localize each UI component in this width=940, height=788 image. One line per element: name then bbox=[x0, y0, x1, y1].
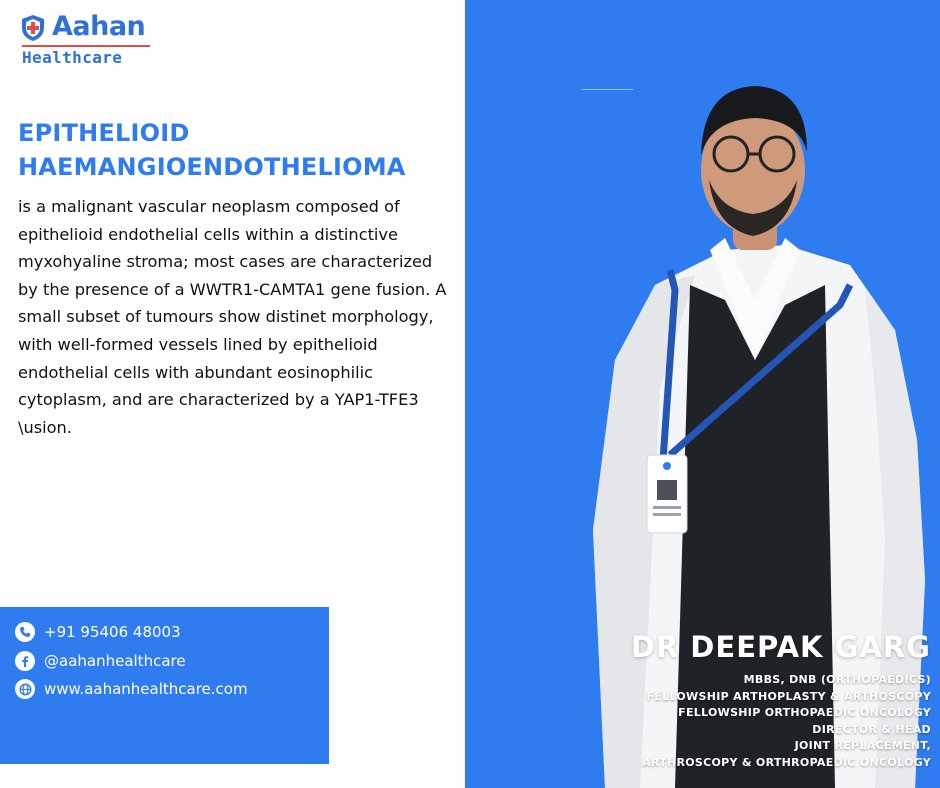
brand-name-secondary: Healthcare bbox=[22, 48, 123, 67]
title-line-2: HAEMANGIOENDOTHELIOMA bbox=[18, 153, 406, 181]
credential-line: ARTHROSCOPY & ORTHROPAEDIC ONCOLOGY bbox=[642, 755, 931, 769]
brand-logo bbox=[20, 12, 160, 66]
contact-box bbox=[0, 607, 329, 764]
doctor-credentials bbox=[642, 672, 931, 771]
credential-line: DIRECTOR & HEAD bbox=[812, 722, 931, 736]
credential-line: JOINT REPLACEMENT, bbox=[794, 739, 931, 752]
phone-icon bbox=[15, 622, 35, 642]
globe-icon bbox=[15, 679, 35, 699]
doctor-name: DR DEEPAK GARG bbox=[630, 630, 931, 664]
doctor-panel bbox=[465, 0, 940, 788]
shield-cross-icon bbox=[20, 14, 46, 42]
website-url: www.aahanhealthcare.com bbox=[44, 680, 248, 698]
brand-name-primary: Aahan bbox=[52, 11, 146, 42]
contact-website[interactable] bbox=[15, 678, 248, 700]
title-line-1: EPITHELIOID bbox=[18, 119, 190, 147]
article-description: is a malignant vascular neoplasm composed of epithelioid endothelial cells within a distinctive myxohyaline stroma; most cases are characterized by the presence of a WWTR1-CAMTA1 gene fusion. A small subset of tumours show distinet morphology, with well-formed vessels lined by epithelioid endothelial cells with abundant eosinophilic cytoplasm, and are characterized by a YAP1-TFE3 \usion. bbox=[18, 197, 447, 437]
article-title bbox=[18, 116, 458, 184]
facebook-handle: @aahanhealthcare bbox=[44, 652, 186, 670]
contact-facebook[interactable] bbox=[15, 650, 186, 672]
credential-line: FELLOWSHIP ORTHOPAEDIC ONCOLOGY bbox=[678, 706, 931, 719]
phone-number: +91 95406 48003 bbox=[44, 623, 181, 641]
credential-line: MBBS, DNB (ORTHOPAEDICS) bbox=[743, 673, 931, 686]
facebook-icon bbox=[15, 651, 35, 671]
contact-phone[interactable] bbox=[15, 621, 181, 643]
credential-line: FELLOWSHIP ARTHOPLASTY & ARTHOSCOPY bbox=[646, 689, 931, 703]
brand-divider bbox=[22, 45, 150, 47]
